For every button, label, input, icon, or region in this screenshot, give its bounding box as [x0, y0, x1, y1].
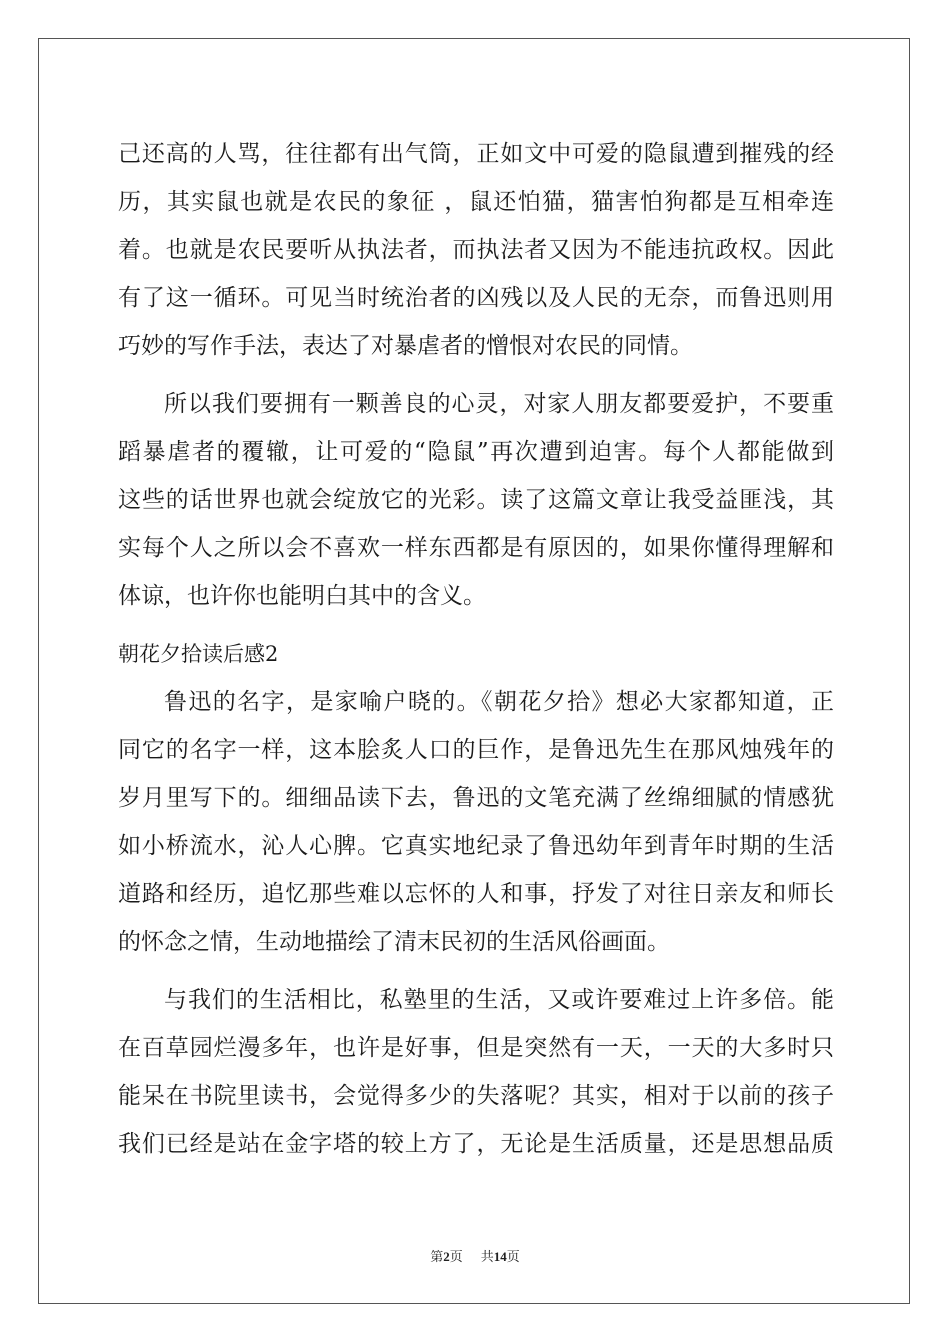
text-line: 的怀念之情，生动地描绘了清末民初的生活风俗画面。 — [118, 929, 670, 955]
section-heading: 朝花夕拾读后感2 — [118, 642, 279, 666]
text-line: 实每个人之所以会不喜欢一样东西都是有原因的，如果你懂得理解和 — [118, 535, 834, 561]
text-line: 有了这一循环。可见当时统治者的凶残以及人民的无奈，而鲁迅则用 — [118, 285, 834, 311]
text-line: 在百草园烂漫多年，也许是好事，但是突然有一天，一天的大多时只 — [118, 1035, 834, 1061]
text-line: 巧妙的写作手法，表达了对暴虐者的憎恨对农民的同情。 — [118, 333, 693, 359]
text-line: 所以我们要拥有一颗善良的心灵，对家人朋友都要爱护，不要重 — [164, 391, 834, 417]
text-line: 与我们的生活相比，私塾里的生活，又或许要难过上许多倍。能 — [164, 987, 834, 1013]
text-line: 蹈暴虐者的覆辙，让可爱的“隐鼠”再次遭到迫害。每个人都能做到 — [118, 439, 834, 465]
text-line: 道路和经历，追忆那些难以忘怀的人和事，抒发了对往日亲友和师长 — [118, 881, 834, 907]
paragraph-4 — [118, 976, 834, 1168]
text-line: 我们已经是站在金字塔的较上方了，无论是生活质量，还是思想品质 — [118, 1131, 834, 1157]
text-line: 历，其实鼠也就是农民的象征 ，鼠还怕猫，猫害怕狗都是互相牵连 — [118, 189, 834, 215]
total-pages: 14 — [493, 1249, 507, 1264]
text-line: 鲁迅的名字，是家喻户晓的。《朝花夕拾》想必大家都知道，正 — [164, 689, 834, 715]
total-prefix: 共 — [480, 1249, 494, 1264]
text-line: 着。也就是农民要听从执法者，而执法者又因为不能违抗政权。因此 — [118, 237, 834, 263]
document-body — [118, 130, 834, 1178]
paragraph-3 — [118, 678, 834, 966]
text-line: 能呆在书院里读书，会觉得多少的失落呢？其实，相对于以前的孩子 — [118, 1083, 834, 1109]
text-line: 己还高的人骂，往往都有出气筒，正如文中可爱的隐鼠遭到摧残的经 — [118, 141, 834, 167]
text-line: 岁月里写下的。细细品读下去，鲁迅的文笔充满了丝绵细腻的情感犹 — [118, 785, 834, 811]
text-line: 这些的话世界也就会绽放它的光彩。读了这篇文章让我受益匪浅，其 — [118, 487, 834, 513]
page-number: 2 — [443, 1249, 450, 1264]
text-line: 如小桥流水，沁人心脾。它真实地纪录了鲁迅幼年到青年时期的生活 — [118, 833, 834, 859]
page-prefix: 第 — [430, 1249, 444, 1264]
page-footer — [0, 1246, 950, 1265]
paragraph-2 — [118, 380, 834, 620]
text-line: 体谅，也许你也能明白其中的含义。 — [118, 583, 486, 609]
page-suffix: 页 — [449, 1249, 463, 1264]
total-suffix: 页 — [506, 1249, 520, 1264]
text-line: 同它的名字一样，这本脍炙人口的巨作，是鲁迅先生在那风烛残年的 — [118, 737, 834, 763]
paragraph-1 — [118, 130, 834, 370]
